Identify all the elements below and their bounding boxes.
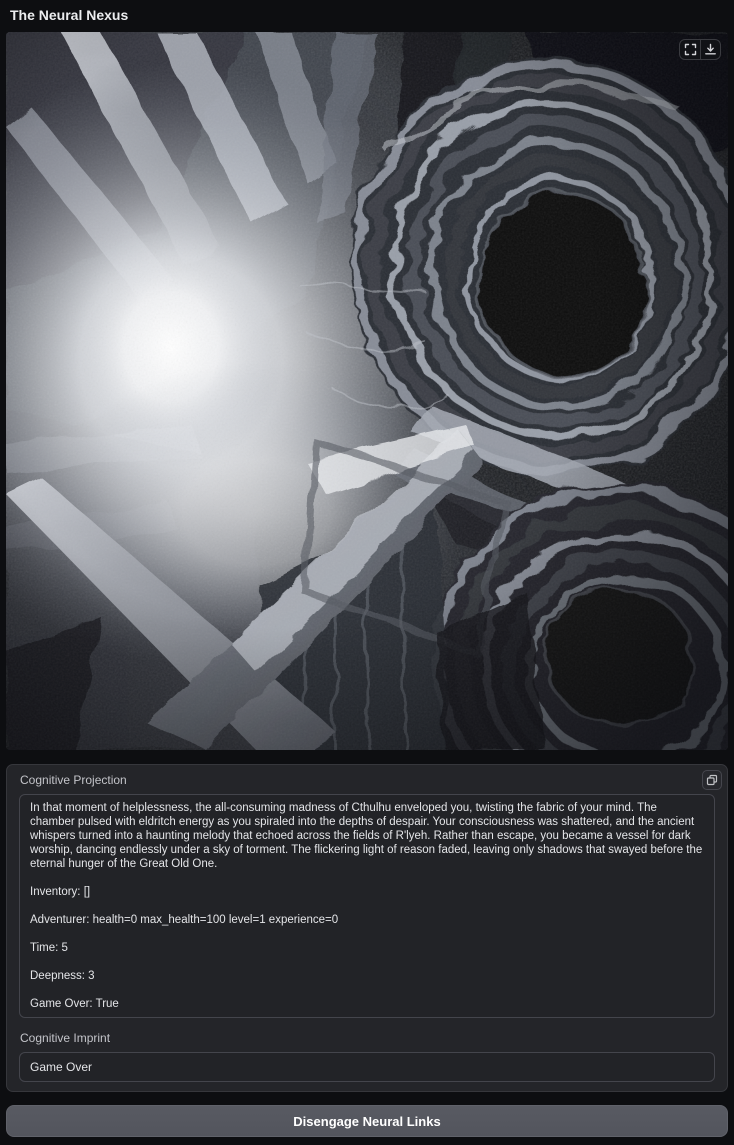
image-toolbar [679,39,721,60]
disengage-button[interactable]: Disengage Neural Links [6,1105,728,1137]
copy-button[interactable] [702,770,722,790]
scene-image [6,32,728,750]
projection-label: Cognitive Projection [20,773,127,787]
copy-icon [706,774,718,786]
fullscreen-button[interactable] [680,40,700,59]
imprint-label: Cognitive Imprint [20,1031,111,1045]
scene-image-block [6,32,728,750]
projection-textarea[interactable] [19,794,715,1018]
cognitive-projection-panel [6,764,728,1092]
page-title: The Neural Nexus [10,7,129,23]
fullscreen-icon [684,43,697,56]
download-icon [704,43,717,56]
download-button[interactable] [700,40,720,59]
imprint-input[interactable] [19,1052,715,1082]
